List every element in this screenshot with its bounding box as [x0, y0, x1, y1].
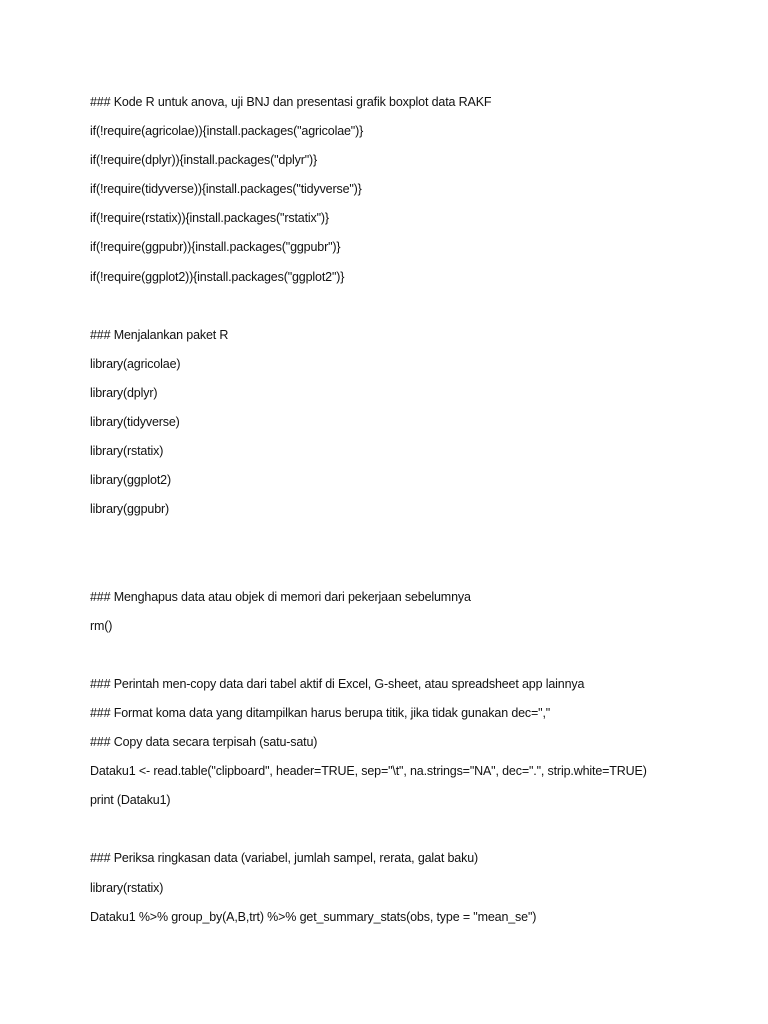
load-libraries-section	[90, 325, 750, 529]
comment-line: ### Menghapus data atau objek di memori dari pekerjaan sebelumnya	[90, 589, 471, 604]
code-line: if(!require(ggpubr)){install.packages("ggpubr")}	[90, 240, 341, 255]
summary-stats-section	[90, 848, 750, 935]
code-line: if(!require(tidyverse)){install.packages("tidyverse")}	[90, 182, 362, 197]
blank-line	[90, 558, 750, 587]
copy-data-section	[90, 674, 750, 819]
code-line: library(ggplot2)	[90, 473, 171, 488]
comment-line: ### Periksa ringkasan data (variabel, jumlah sampel, rerata, galat baku)	[90, 851, 479, 866]
code-line: library(agricolae)	[90, 356, 181, 371]
comment-line: ### Copy data secara terpisah (satu-satu)	[90, 735, 318, 750]
code-line: library(ggpubr)	[90, 502, 170, 517]
code-line: if(!require(ggplot2)){install.packages("ggplot2")}	[90, 269, 345, 284]
blank-line	[90, 528, 750, 557]
code-line: library(tidyverse)	[90, 415, 180, 430]
clear-memory-section	[90, 587, 750, 645]
comment-line: ### Format koma data yang ditampilkan harus berupa titik, jika tidak gunakan dec=","	[90, 705, 551, 720]
comment-line: ### Perintah men-copy data dari tabel aktif di Excel, G-sheet, atau spreadsheet app lainnya	[90, 676, 585, 691]
code-line: if(!require(rstatix)){install.packages("rstatix")}	[90, 211, 329, 226]
comment-line: ### Menjalankan paket R	[90, 327, 229, 342]
code-line: print (Dataku1)	[90, 793, 171, 808]
install-packages-section	[90, 92, 750, 296]
code-line: Dataku1 <- read.table("clipboard", header=TRUE, sep="\t", na.strings="NA", dec=".", strip.white=TRUE)	[90, 764, 647, 779]
code-line: if(!require(dplyr)){install.packages("dplyr")}	[90, 153, 318, 168]
blank-line	[90, 645, 750, 674]
document-body	[90, 92, 750, 936]
code-line: if(!require(agricolae)){install.packages("agricolae")}	[90, 124, 364, 139]
comment-line: ### Kode R untuk anova, uji BNJ dan presentasi grafik boxplot data RAKF	[90, 95, 492, 109]
code-line: library(rstatix)	[90, 880, 164, 895]
code-line: library(rstatix)	[90, 444, 164, 459]
code-line: rm()	[90, 618, 113, 633]
blank-line	[90, 819, 750, 848]
blank-line	[90, 296, 750, 325]
code-line: Dataku1 %>% group_by(A,B,trt) %>% get_summary_stats(obs, type = "mean_se")	[90, 909, 537, 924]
code-line: library(dplyr)	[90, 385, 158, 400]
